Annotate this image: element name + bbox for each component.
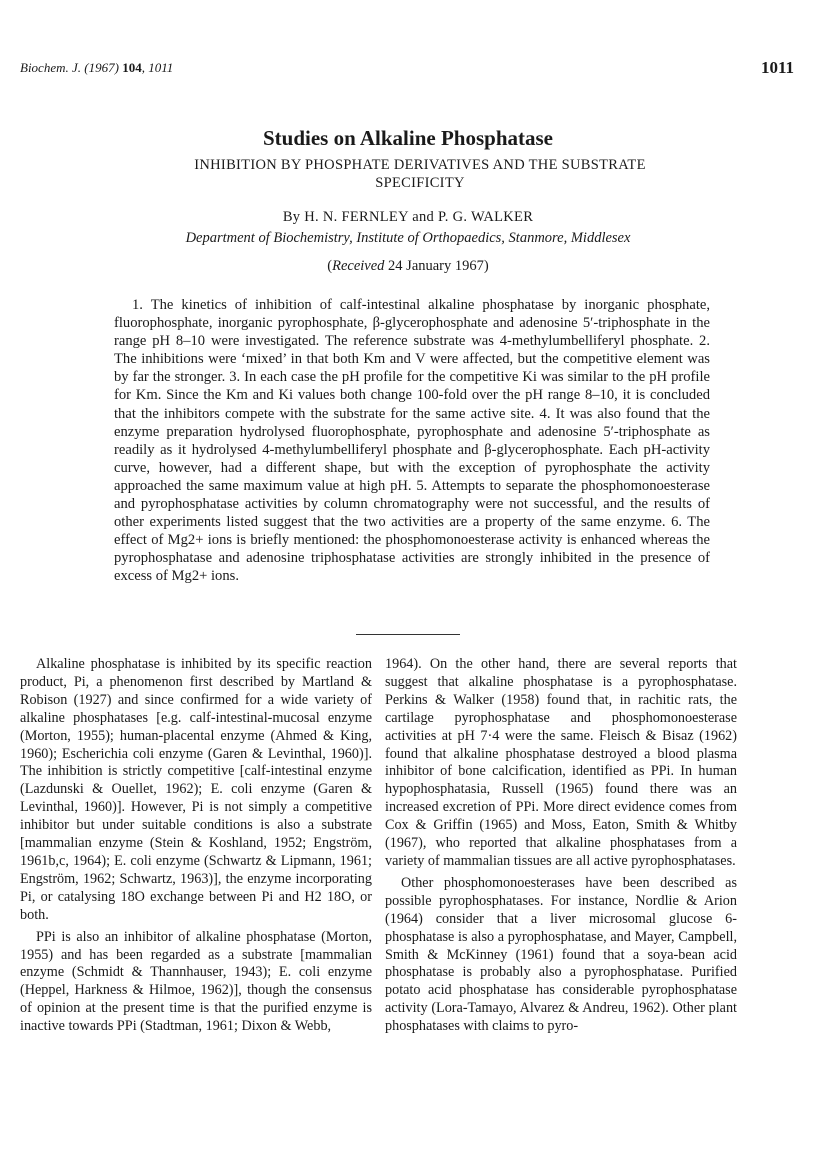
journal-year: (1967) bbox=[84, 60, 119, 75]
section-divider bbox=[356, 634, 460, 635]
body-column-right bbox=[385, 656, 737, 1036]
affiliation: Department of Biochemistry, Institute of Orthopaedics, Stanmore, Middlesex bbox=[185, 230, 631, 246]
body-paragraph: PPi is also an inhibitor of alkaline phosphatase (Morton, 1955) and has been regarded as a substrate [mammalian enzyme (Schmidt & Thannhauser, 1943); E. coli enzyme (Heppel, Harkness & Hilmoe, 1962)], though the consensus of opinion at the present time is that the purified enzyme is inactive towards PPi (Stadtman, 1961; Dixon & Webb, bbox=[20, 928, 372, 1035]
journal-volume: 104 bbox=[122, 60, 142, 75]
received-date: (Received 24 January 1967) bbox=[327, 258, 489, 274]
journal-name: Biochem. J. bbox=[20, 60, 82, 75]
page-number: 1011 bbox=[760, 58, 794, 77]
article-subtitle: INHIBITION BY PHOSPHATE DERIVATIVES AND THE SUBSTRATE SPECIFICITY bbox=[194, 157, 646, 191]
journal-citation: Biochem. J. (1967) 104, 1011 bbox=[20, 60, 174, 75]
body-paragraph: Other phosphomonoesterases have been described as possible pyrophosphatases. For instance, Nordlie & Arion (1964) consider that a liver microsomal glucose 6-phosphatase is also a pyrophosphatase, and Mayer, Campbell, Smith & McKinney (1961) found that a soya-bean acid phosphatase is probably also a pyrophosphatase. Purified potato acid phosphatase has considerable pyrophosphatase activity (Lora-Tamayo, Alvarez & Andreu, 1962). Other plant phosphatases with claims to pyro- bbox=[385, 874, 737, 1035]
abstract: 1. The kinetics of inhibition of calf-intestinal alkaline phosphatase by inorganic phosphate, fluorophosphate, inorganic pyrophosphate, β-glycerophosphate and adenosine 5′-triphosphate in the range pH 8–10 were investigated. The reference substrate was 4-methylumbelliferyl phosphate. 2. The inhibitions were ‘mixed’ in that both Km and V were affected, but the competitive element was by far the stronger. 3. In each case the pH profile for the competitive Ki was similar to the pH profile for Km. Since the Km and Ki values both change 100-fold over the pH range 8–10, it is concluded that the inhibitors compete with the substrate for the same active site. 4. It was also found that the enzyme preparation hydrolysed fluorophosphate, pyrophosphate and adenosine 5′-triphosphate as readily as it hydrolysed 4-methylumbelliferyl phosphate and β-glycerophosphate. Each pH-activity curve, however, had a different shape, but with the exception of pyrophosphate the activity approached the same maximum value at high pH. 5. Attempts to separate the phosphomonoesterase and pyrophosphatase activities by column chromatography were not successful, and the results of other experiments listed suggest that the two activities are a property of the same enzyme. 6. The effect of Mg2+ ions is briefly mentioned: the phosphomonoesterase activity is enhanced whereas the pyrophosphatase and adenosine triphosphatase activities are strongly inhibited in the presence of excess of Mg2+ ions. bbox=[114, 297, 710, 585]
received-date-value: 24 January 1967 bbox=[388, 258, 484, 274]
article-title: Studies on Alkaline Phosphatase bbox=[262, 126, 553, 150]
body-paragraph: 1964). On the other hand, there are several reports that suggest that alkaline phosphatase is a pyrophosphatase. Perkins & Walker (1958) found that, in rachitic rats, the cartilage pyrophosphatase and phosphomonoesterase activities at pH 7·4 were the same. Fleisch & Bisaz (1962) found that alkaline phosphatase destroyed a blood plasma inhibitor of bone calcification, identified as PPi. In human hypophosphatasia, Russell (1965) found there was an increased excretion of PPi. More direct evidence comes from Cox & Griffin (1965) and Moss, Eaton, Smith & Whitby (1967), who reported that alkaline phosphatases from a variety of mammalian tissues are all active pyrophosphatases. bbox=[385, 656, 737, 869]
author-line: By H. N. FERNLEY and P. G. WALKER bbox=[282, 209, 534, 225]
body-paragraph: Alkaline phosphatase is inhibited by its specific reaction product, Pi, a phenomenon first described by Martland & Robison (1927) and since confirmed for a wide variety of alkaline phosphatases [e.g. calf-intestinal-mucosal enzyme (Morton, 1955); human-placental enzyme (Ahmed & King, 1960); Escherichia coli enzyme (Garen & Levinthal, 1960)]. The inhibition is strictly competitive [calf-intestinal enzyme (Lazdunski & Ouellet, 1962); E. coli enzyme (Garen & Levinthal, 1960)]. However, Pi is not simply a competitive inhibitor but under suitable conditions is also a substrate [mammalian enzyme (Stein & Koshland, 1952; Engström, 1961b,c, 1964); E. coli enzyme (Schwartz & Lipmann, 1961; Engström, 1962; Schwartz, 1963)], the enzyme incorporating Pi, or catalysing 18O exchange between Pi and H2 18O, or both. bbox=[20, 656, 372, 923]
received-label: Received bbox=[332, 258, 385, 274]
body-column-left bbox=[20, 656, 372, 1036]
journal-first-page: 1011 bbox=[148, 60, 174, 75]
